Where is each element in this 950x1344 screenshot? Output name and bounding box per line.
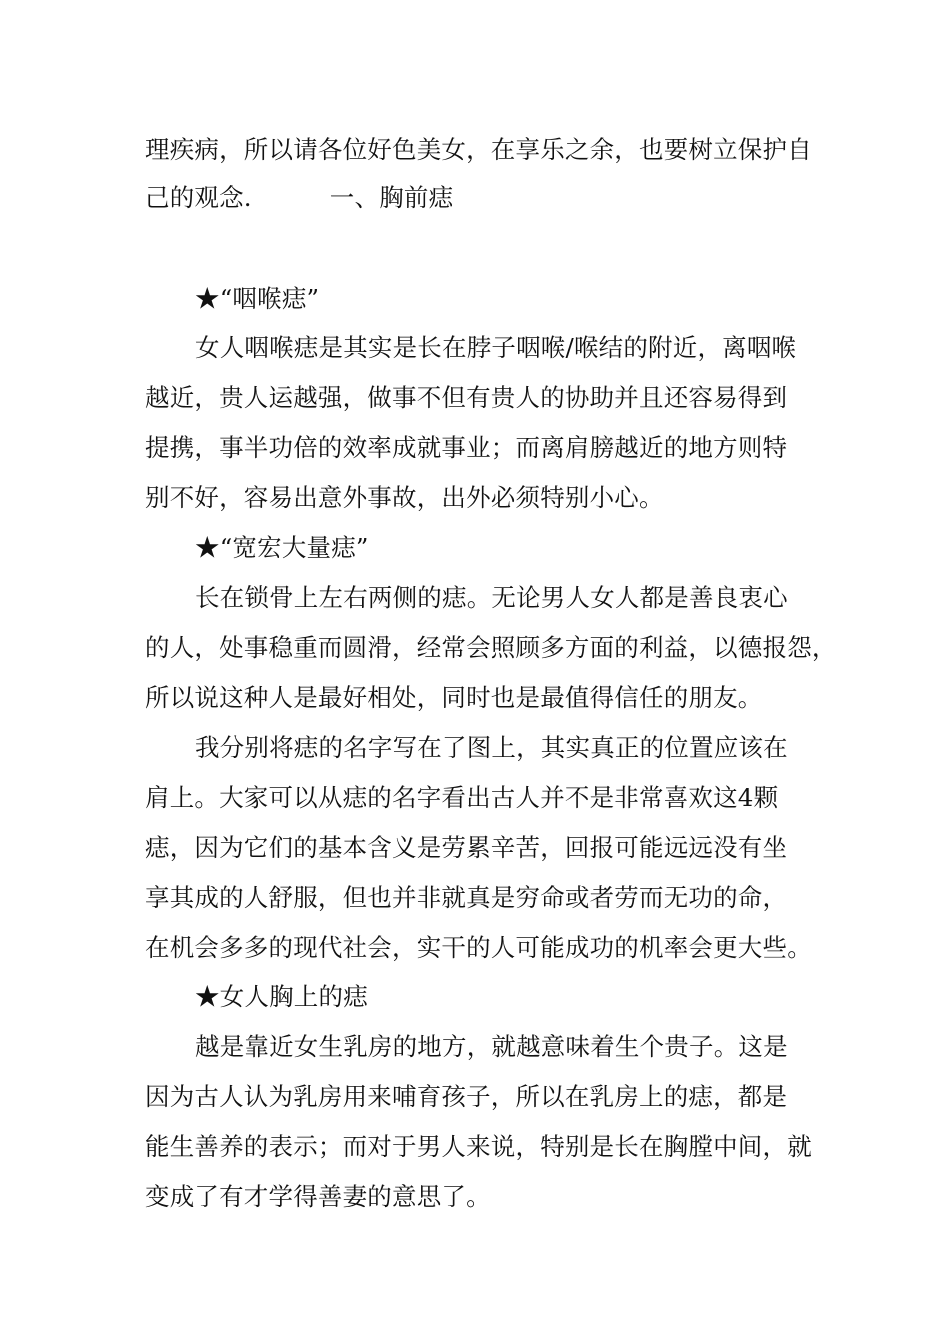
- paragraph-line: 痣，因为它们的基本含义是劳累辛苦，回报可能远远没有坐: [145, 833, 788, 862]
- paragraph-line: 越是靠近女生乳房的地方，就越意味着生个贵子。这是: [195, 1032, 788, 1061]
- intro-line-2: [145, 181, 810, 215]
- section-title-generous-mole: ★“宽宏大量痣”: [195, 533, 369, 562]
- paragraph-line: 越近，贵人运越强，做事不但有贵人的协助并且还容易得到: [145, 383, 788, 412]
- paragraph-line: 所以说这种人是最好相处，同时也是最值得信任的朋友。: [145, 683, 763, 712]
- paragraph-line: 长在锁骨上左右两侧的痣。无论男人女人都是善良衷心: [195, 583, 788, 612]
- paragraph-line: 在机会多多的现代社会，实干的人可能成功的机率会更大些。: [145, 933, 812, 962]
- paragraph-line: 提携，事半功倍的效率成就事业；而离肩膀越近的地方则特: [145, 433, 788, 462]
- intro-line-1: 理疾病，所以请各位好色美女，在享乐之余，也要树立保护自: [145, 135, 812, 164]
- intro-line-2-text: 己的观念.: [145, 183, 252, 212]
- section-heading: 一、胸前痣: [329, 183, 454, 212]
- section-title-throat-mole: ★“咽喉痣”: [195, 284, 320, 313]
- paragraph-line: 别不好，容易出意外事故，出外必须特别小心。: [145, 483, 664, 512]
- section-title-chest-mole: ★女人胸上的痣: [195, 982, 368, 1011]
- paragraph-line: 的人，处事稳重而圆滑，经常会照顾多方面的利益，以德报怨，: [145, 633, 837, 662]
- paragraph-line: 我分别将痣的名字写在了图上，其实真正的位置应该在: [195, 733, 788, 762]
- paragraph-line: 肩上。大家可以从痣的名字看出古人并不是非常喜欢这4颗: [145, 783, 779, 812]
- paragraph-line: 能生善养的表示；而对于男人来说，特别是长在胸膛中间，就: [145, 1132, 812, 1161]
- paragraph-line: 享其成的人舒服，但也并非就真是穷命或者劳而无功的命，: [145, 883, 788, 912]
- paragraph-line: 女人咽喉痣是其实是长在脖子咽喉/喉结的附近，离咽喉: [195, 333, 797, 362]
- paragraph-line: 因为古人认为乳房用来哺育孩子，所以在乳房上的痣，都是: [145, 1082, 788, 1111]
- paragraph-line: 变成了有才学得善妻的意思了。: [145, 1182, 491, 1211]
